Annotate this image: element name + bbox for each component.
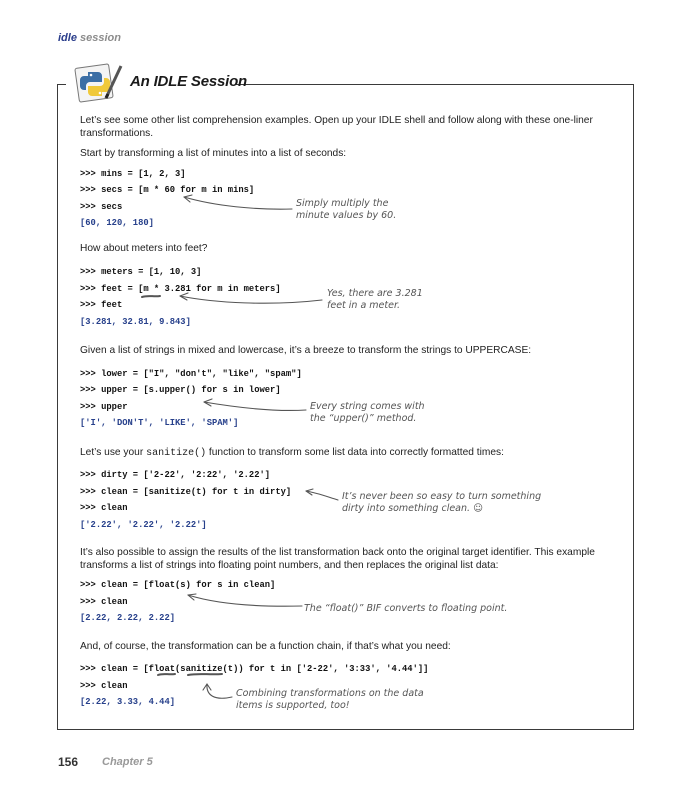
ex5-code-line: >>> clean = [float(s) for s in clean] [80, 580, 276, 590]
ex4-intro-before: Let’s use your [80, 447, 147, 458]
ex3-note-line: Every string comes with [310, 401, 425, 412]
ex2-result: [3.281, 32.81, 9.843] [80, 317, 191, 327]
ex5-note-line: The “float()” BIF converts to floating point. [304, 603, 508, 614]
ex2-note [327, 288, 423, 312]
ex4-code-line: >>> clean [80, 503, 128, 513]
ex2-code-line: >>> feet = [m * 3.281 for m in meters] [80, 284, 281, 294]
ex3-code-line: >>> upper = [s.upper() for s in lower] [80, 385, 281, 395]
ex6-code-line: >>> clean [80, 681, 128, 691]
ex3-result: ['I', 'DON'T', 'LIKE', 'SPAM'] [80, 418, 239, 428]
page-number: 156 [58, 755, 79, 769]
ex6-result: [2.22, 3.33, 4.44] [80, 697, 176, 707]
ex6-note-line: items is supported, too! [236, 700, 350, 711]
ex4-note [342, 491, 541, 515]
ex5-result: [2.22, 2.22, 2.22] [80, 613, 176, 623]
ex3-note [310, 401, 425, 425]
ex4-note-line: It’s never been so easy to turn something [342, 491, 542, 502]
ex4-intro [80, 446, 620, 460]
ex3-intro: Given a list of strings in mixed and lowercase, it’s a breeze to transform the strings to UPPERCASE: [80, 345, 532, 356]
ex4-intro-after: function to transform some list data into correctly formatted times: [206, 447, 504, 458]
ex6-intro: And, of course, the transformation can be a function chain, if that’s what you need: [80, 641, 451, 652]
ex1-note-line: Simply multiply the [296, 198, 389, 209]
ex5-code-line: >>> clean [80, 597, 128, 607]
ex6-note-line: Combining transformations on the data [236, 688, 424, 699]
ex4-note-line: dirty into something clean. ☺ [342, 503, 483, 514]
ex4-result: ['2.22', '2.22', '2.22'] [80, 520, 207, 530]
ex4-code-line: >>> clean = [sanitize(t) for t in dirty] [80, 487, 292, 497]
ex3-code-line: >>> lower = ["I", "don't", "like", "spam"] [80, 369, 302, 379]
ex6-note [236, 688, 424, 712]
intro-paragraph: Let’s see some other list comprehension examples. Open up your IDLE shell and follow along with these one-liner transformations. [80, 115, 593, 139]
ex2-intro: How about meters into feet? [80, 243, 208, 254]
ex1-note-line: minute values by 60. [296, 210, 397, 221]
ex5-intro: It’s also possible to assign the results of the list transformation back onto the original target identifier. This example transforms a list of strings into floating point numbers, and then replaces the original list data: [80, 547, 595, 571]
python-idle-logo-icon [74, 60, 124, 104]
box-title: An IDLE Session [130, 73, 248, 90]
ex1-note [296, 198, 396, 222]
section-tag-rest: session [76, 32, 121, 44]
ex3-note-line: the “upper()” method. [310, 413, 417, 424]
section-tag [58, 32, 121, 44]
ex4-code-line: >>> dirty = ['2-22', '2:22', '2.22'] [80, 470, 271, 480]
ex2-note-line: Yes, there are 3.281 [327, 288, 423, 299]
ex1-code-line: >>> mins = [1, 2, 3] [80, 169, 186, 179]
ex3-code-line: >>> upper [80, 402, 128, 412]
ex6-code-line: >>> clean = [float(sanitize(t)) for t in ['2-22', '3:33', '4.44']] [80, 664, 429, 674]
chapter-label: Chapter 5 [102, 756, 153, 768]
ex1-intro: Start by transforming a list of minutes into a list of seconds: [80, 148, 347, 159]
ex2-code-line: >>> meters = [1, 10, 3] [80, 267, 202, 277]
ex4-intro-code: sanitize() [146, 448, 207, 459]
ex1-code-line: >>> secs [80, 202, 123, 212]
ex1-result: [60, 120, 180] [80, 218, 154, 228]
section-tag-bold: idle [58, 32, 77, 44]
ex2-note-line: feet in a meter. [327, 300, 401, 311]
ex1-code-line: >>> secs = [m * 60 for m in mins] [80, 185, 255, 195]
ex2-code-line: >>> feet [80, 300, 123, 310]
ex5-note [304, 603, 507, 615]
